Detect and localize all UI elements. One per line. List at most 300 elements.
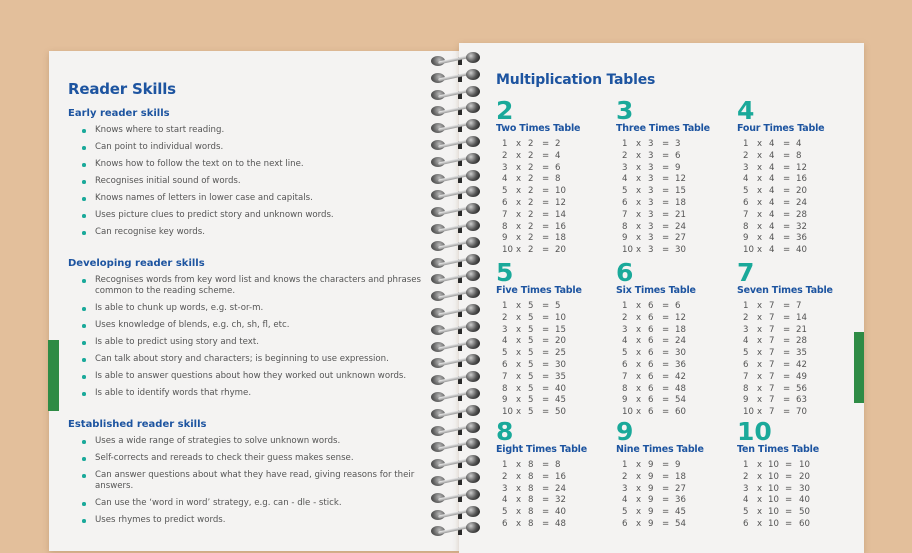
list-item (82, 227, 428, 238)
equation-row (737, 360, 857, 372)
equation-cell: 12 (675, 312, 686, 323)
equation-cell: 24 (675, 336, 686, 347)
equation-cell: 9 (648, 483, 654, 494)
equation-row (737, 336, 857, 348)
equation-row (616, 519, 736, 531)
equation-cell: x (636, 162, 642, 173)
equation-cell: 7 (743, 209, 749, 220)
equation-cell: 2 (528, 174, 534, 185)
bullet-icon (82, 163, 86, 167)
equation-cell: x (516, 221, 522, 232)
equation-cell: 5 (502, 507, 508, 518)
equation-row (496, 372, 616, 384)
equation-cell: 21 (796, 324, 807, 335)
equation-cell: 7 (502, 209, 508, 220)
equation-cell: 6 (648, 312, 654, 323)
equation-cell: 7 (769, 301, 775, 311)
equation-cell: 8 (528, 460, 534, 470)
equation-row (616, 372, 736, 384)
equation-cell: 4 (769, 209, 775, 220)
equation-cell: 6 (675, 150, 681, 161)
table-number: 7 (737, 258, 755, 287)
equation-cell: 8 (528, 471, 534, 482)
equation-cell: 8 (555, 174, 561, 185)
equation-row (496, 198, 616, 210)
equation-row (737, 460, 857, 472)
spiral-coil (428, 119, 486, 135)
equation-row (616, 198, 736, 210)
equation-cell: = (783, 395, 791, 406)
equation-cell: 10 (768, 518, 779, 529)
equation-cell: x (636, 471, 642, 482)
equation-cell: 27 (675, 483, 686, 494)
skill-list (68, 275, 428, 399)
spiral-coil (428, 203, 486, 219)
equation-cell: 14 (796, 312, 807, 323)
equation-cell: = (785, 460, 793, 470)
equation-row (737, 472, 857, 484)
equation-row (496, 336, 616, 348)
equation-cell: 8 (796, 150, 802, 161)
spiral-coil (428, 270, 486, 286)
equation-cell: 8 (555, 460, 561, 470)
equation-cell: 6 (675, 301, 681, 311)
list-item (82, 436, 428, 447)
equation-cell: 9 (675, 460, 681, 470)
spiral-coil (428, 388, 486, 404)
equation-cell: 6 (622, 518, 628, 529)
equation-row (496, 245, 616, 257)
equation-cell: 5 (743, 348, 749, 359)
equation-cell: = (783, 383, 791, 394)
equation-cell: 48 (555, 518, 566, 529)
equation-cell: 20 (799, 471, 810, 482)
equation-cell: 6 (743, 518, 749, 529)
equation-cell: 3 (648, 245, 654, 256)
equation-cell: 54 (675, 395, 686, 406)
equation-cell: 10 (622, 407, 633, 418)
equation-row (496, 210, 616, 222)
equation-cell: 24 (675, 221, 686, 232)
equation-cell: 4 (743, 174, 749, 185)
equation-cell: 7 (769, 383, 775, 394)
list-item-text: Can point to individual words. (95, 142, 224, 152)
equation-cell: 6 (502, 359, 508, 370)
equation-cell: = (662, 312, 670, 323)
equation-cell: 9 (502, 233, 508, 244)
equation-cell: = (783, 197, 791, 208)
equation-cell: = (662, 245, 670, 256)
equation-cell: 3 (502, 162, 508, 173)
list-item (82, 470, 428, 492)
list-item (82, 515, 428, 526)
equation-cell: x (757, 495, 763, 506)
equation-cell: x (516, 197, 522, 208)
equation-cell: 6 (648, 348, 654, 359)
equation-cell: 10 (555, 312, 566, 323)
equation-row (496, 174, 616, 186)
equation-row (737, 495, 857, 507)
equation-cell: = (542, 395, 550, 406)
equation-cell: 4 (502, 174, 508, 185)
list-item (82, 142, 428, 153)
equation-row (737, 210, 857, 222)
equation-cell: = (542, 495, 550, 506)
equation-cell: 20 (555, 245, 566, 256)
bullet-icon (82, 341, 86, 345)
equation-cell: 5 (528, 324, 534, 335)
bullet-icon (82, 375, 86, 379)
equation-cell: 42 (796, 359, 807, 370)
equation-cell: 3 (648, 186, 654, 197)
equation-cell: x (757, 301, 763, 311)
equation-row (496, 233, 616, 245)
spiral-coil (428, 254, 486, 270)
equation-cell: x (636, 245, 642, 256)
equation-cell: x (516, 162, 522, 173)
equation-cell: 54 (675, 518, 686, 529)
equation-cell: = (542, 471, 550, 482)
bullet-icon (82, 474, 86, 478)
equation-cell: x (636, 233, 642, 244)
equation-cell: = (783, 301, 791, 311)
equation-row (616, 384, 736, 396)
equation-cell: x (757, 383, 763, 394)
equation-cell: = (542, 348, 550, 359)
equation-cell: x (757, 460, 763, 470)
equation-cell: 30 (675, 245, 686, 256)
spiral-coil (428, 170, 486, 186)
equation-cell: 6 (555, 162, 561, 173)
equation-cell: 10 (768, 507, 779, 518)
list-item-text: Knows where to start reading. (95, 125, 225, 135)
equation-cell: 8 (743, 221, 749, 232)
equation-cell: 32 (796, 221, 807, 232)
equation-cell: 18 (675, 197, 686, 208)
equation-cell: = (662, 348, 670, 359)
equation-cell: 2 (528, 139, 534, 149)
equation-cell: x (636, 483, 642, 494)
equation-cell: = (542, 221, 550, 232)
equation-cell: 40 (555, 507, 566, 518)
equation-cell: 28 (796, 209, 807, 220)
equation-row (737, 484, 857, 496)
equation-cell: x (757, 312, 763, 323)
equation-cell: = (542, 324, 550, 335)
spiral-coil (428, 371, 486, 387)
list-item (82, 210, 428, 221)
equation-cell: = (783, 359, 791, 370)
equation-row (496, 313, 616, 325)
equation-cell: 15 (675, 186, 686, 197)
equation-cell: 60 (799, 518, 810, 529)
spiral-coil (428, 455, 486, 471)
equation-cell: 50 (555, 407, 566, 418)
equation-cell: 5 (528, 407, 534, 418)
equation-cell: = (662, 221, 670, 232)
spiral-coil (428, 153, 486, 169)
equation-cell: x (516, 371, 522, 382)
equation-cell: 4 (769, 139, 775, 149)
equation-cell: 9 (648, 495, 654, 506)
equation-cell: = (542, 186, 550, 197)
equation-cell: 6 (502, 518, 508, 529)
equation-cell: 8 (528, 507, 534, 518)
equation-cell: x (516, 174, 522, 185)
equation-row (616, 222, 736, 234)
equation-cell: x (636, 495, 642, 506)
left-page-tab (48, 340, 59, 411)
bullet-icon (82, 440, 86, 444)
equation-cell: = (542, 174, 550, 185)
equation-cell: = (783, 245, 791, 256)
equation-cell: 4 (769, 245, 775, 256)
equation-cell: 35 (555, 371, 566, 382)
equation-cell: = (542, 209, 550, 220)
equation-cell: 3 (648, 197, 654, 208)
equation-cell: 4 (769, 233, 775, 244)
equation-cell: 9 (622, 233, 628, 244)
equation-cell: = (662, 209, 670, 220)
table-name: Nine Times Table (616, 444, 704, 455)
equation-cell: 7 (796, 301, 802, 311)
equation-row (496, 507, 616, 519)
spiral-coil (428, 136, 486, 152)
equation-cell: 6 (743, 197, 749, 208)
equation-cell: = (542, 150, 550, 161)
equation-row (616, 472, 736, 484)
equation-cell: x (757, 518, 763, 529)
equation-cell: x (757, 483, 763, 494)
bullet-icon (82, 519, 86, 523)
equation-cell: x (636, 312, 642, 323)
equation-cell: = (785, 495, 793, 506)
equation-row (616, 407, 736, 419)
equation-cell: 50 (799, 507, 810, 518)
equation-cell: 21 (675, 209, 686, 220)
equation-cell: = (783, 233, 791, 244)
equation-cell: 4 (769, 162, 775, 173)
equation-cell: 42 (675, 371, 686, 382)
equation-cell: 2 (622, 150, 628, 161)
equation-cell: 2 (528, 162, 534, 173)
equation-cell: = (662, 507, 670, 518)
equation-cell: 3 (743, 324, 749, 335)
equation-cell: 8 (743, 383, 749, 394)
equation-cell: = (542, 312, 550, 323)
equation-cell: = (662, 233, 670, 244)
equation-cell: 7 (622, 371, 628, 382)
equation-cell: 9 (648, 507, 654, 518)
equation-cell: 3 (622, 324, 628, 335)
equation-cell: 4 (743, 336, 749, 347)
equation-cell: x (516, 150, 522, 161)
equation-cell: 8 (502, 383, 508, 394)
equation-cell: = (662, 460, 670, 470)
bullet-icon (82, 197, 86, 201)
equation-cell: 5 (743, 507, 749, 518)
list-item-text: Can talk about story and characters; is beginning to use expression. (95, 354, 389, 364)
equation-cell: 1 (743, 460, 749, 470)
equation-cell: 1 (502, 460, 508, 470)
equation-cell: 40 (555, 383, 566, 394)
list-item-text: Uses knowledge of blends, e.g. ch, sh, fl, etc. (95, 320, 290, 330)
equation-cell: x (636, 395, 642, 406)
equation-cell: x (516, 495, 522, 506)
equation-cell: 7 (769, 324, 775, 335)
equation-cell: 16 (796, 174, 807, 185)
equation-cell: 1 (743, 301, 749, 311)
bullet-icon (82, 214, 86, 218)
equation-cell: 2 (622, 471, 628, 482)
equation-cell: x (757, 471, 763, 482)
equation-cell: = (542, 336, 550, 347)
equation-cell: 12 (555, 197, 566, 208)
equation-cell: 20 (555, 336, 566, 347)
equation-cell: 49 (796, 371, 807, 382)
equation-cell: 16 (555, 471, 566, 482)
equation-cell: 2 (528, 186, 534, 197)
reader-skills-section (68, 80, 428, 546)
equation-row (496, 495, 616, 507)
equation-cell: x (636, 359, 642, 370)
equation-cell: = (783, 209, 791, 220)
equation-cell: = (542, 162, 550, 173)
equation-cell: 7 (502, 371, 508, 382)
equation-cell: 3 (648, 209, 654, 220)
equation-cell: 4 (796, 139, 802, 149)
equation-cell: 10 (768, 460, 779, 470)
spiral-coil (428, 438, 486, 454)
equation-cell: x (516, 301, 522, 311)
spiral-coil (428, 186, 486, 202)
equation-cell: 30 (555, 359, 566, 370)
equation-cell: 36 (675, 359, 686, 370)
equation-cell: x (757, 336, 763, 347)
equation-cell: = (662, 162, 670, 173)
equation-cell: = (783, 348, 791, 359)
equation-cell: 3 (622, 483, 628, 494)
equation-row (616, 495, 736, 507)
skill-list (68, 125, 428, 238)
spiral-coil (428, 86, 486, 102)
equation-cell: = (542, 301, 550, 311)
equation-cell: 45 (555, 395, 566, 406)
times-table-5 (496, 258, 616, 419)
list-item-text: Can answer questions about what they have read, giving reasons for their answers. (95, 470, 415, 491)
equation-cell: 4 (743, 495, 749, 506)
equation-row (616, 348, 736, 360)
equation-cell: 3 (675, 139, 681, 149)
equation-row (496, 360, 616, 372)
equation-cell: 5 (502, 348, 508, 359)
equation-cell: 9 (675, 162, 681, 173)
times-table-6 (616, 258, 736, 419)
table-name: Four Times Table (737, 123, 825, 134)
equation-cell: 70 (796, 407, 807, 418)
equation-cell: 6 (743, 359, 749, 370)
equation-row (737, 198, 857, 210)
equation-cell: 7 (622, 209, 628, 220)
equation-cell: x (757, 150, 763, 161)
equation-row (616, 395, 736, 407)
spiral-coil (428, 52, 486, 68)
equation-cell: x (516, 186, 522, 197)
bullet-icon (82, 307, 86, 311)
list-item (82, 371, 428, 382)
equation-cell: 6 (648, 395, 654, 406)
spiral-coil (428, 102, 486, 118)
spiral-coil (428, 237, 486, 253)
equation-cell: x (757, 174, 763, 185)
equation-cell: 8 (622, 383, 628, 394)
equation-cell: 7 (743, 371, 749, 382)
equation-cell: = (783, 162, 791, 173)
times-table-10 (737, 417, 857, 531)
equation-cell: x (516, 233, 522, 244)
equation-cell: 10 (799, 460, 810, 470)
bullet-icon (82, 231, 86, 235)
equation-row (616, 174, 736, 186)
equation-cell: x (516, 507, 522, 518)
equation-cell: 12 (796, 162, 807, 173)
equation-cell: = (785, 507, 793, 518)
equation-cell: 9 (743, 395, 749, 406)
equation-cell: 6 (622, 359, 628, 370)
equation-cell: 2 (743, 471, 749, 482)
equation-cell: 5 (622, 348, 628, 359)
list-item (82, 337, 428, 348)
bullet-icon (82, 457, 86, 461)
times-table-4 (737, 96, 857, 257)
table-name: Seven Times Table (737, 285, 833, 296)
equation-cell: 3 (502, 324, 508, 335)
equation-cell: = (662, 518, 670, 529)
equation-row (496, 384, 616, 396)
equation-cell: = (662, 174, 670, 185)
equation-cell: 20 (796, 186, 807, 197)
equation-cell: x (636, 507, 642, 518)
equation-cell: 36 (675, 495, 686, 506)
equation-row (616, 151, 736, 163)
equation-cell: 10 (768, 471, 779, 482)
equation-row (496, 325, 616, 337)
equation-cell: 3 (648, 162, 654, 173)
equation-cell: x (757, 324, 763, 335)
equation-cell: 8 (528, 495, 534, 506)
equation-cell: 15 (555, 324, 566, 335)
equation-cell: 5 (622, 186, 628, 197)
equation-cell: = (785, 471, 793, 482)
equation-cell: 4 (622, 336, 628, 347)
equation-cell: x (636, 371, 642, 382)
equation-cell: = (662, 371, 670, 382)
equation-cell: 10 (502, 245, 513, 256)
equation-cell: x (757, 233, 763, 244)
equation-cell: 16 (555, 221, 566, 232)
equation-cell: = (783, 221, 791, 232)
bullet-icon (82, 180, 86, 184)
equation-cell: 2 (743, 312, 749, 323)
equation-cell: 1 (502, 139, 508, 149)
equation-row (616, 163, 736, 175)
equation-cell: 5 (528, 301, 534, 311)
equation-cell: 3 (648, 139, 654, 149)
equation-cell: 24 (796, 197, 807, 208)
spiral-binding (428, 52, 486, 542)
equation-cell: 25 (555, 348, 566, 359)
equation-cell: = (542, 407, 550, 418)
